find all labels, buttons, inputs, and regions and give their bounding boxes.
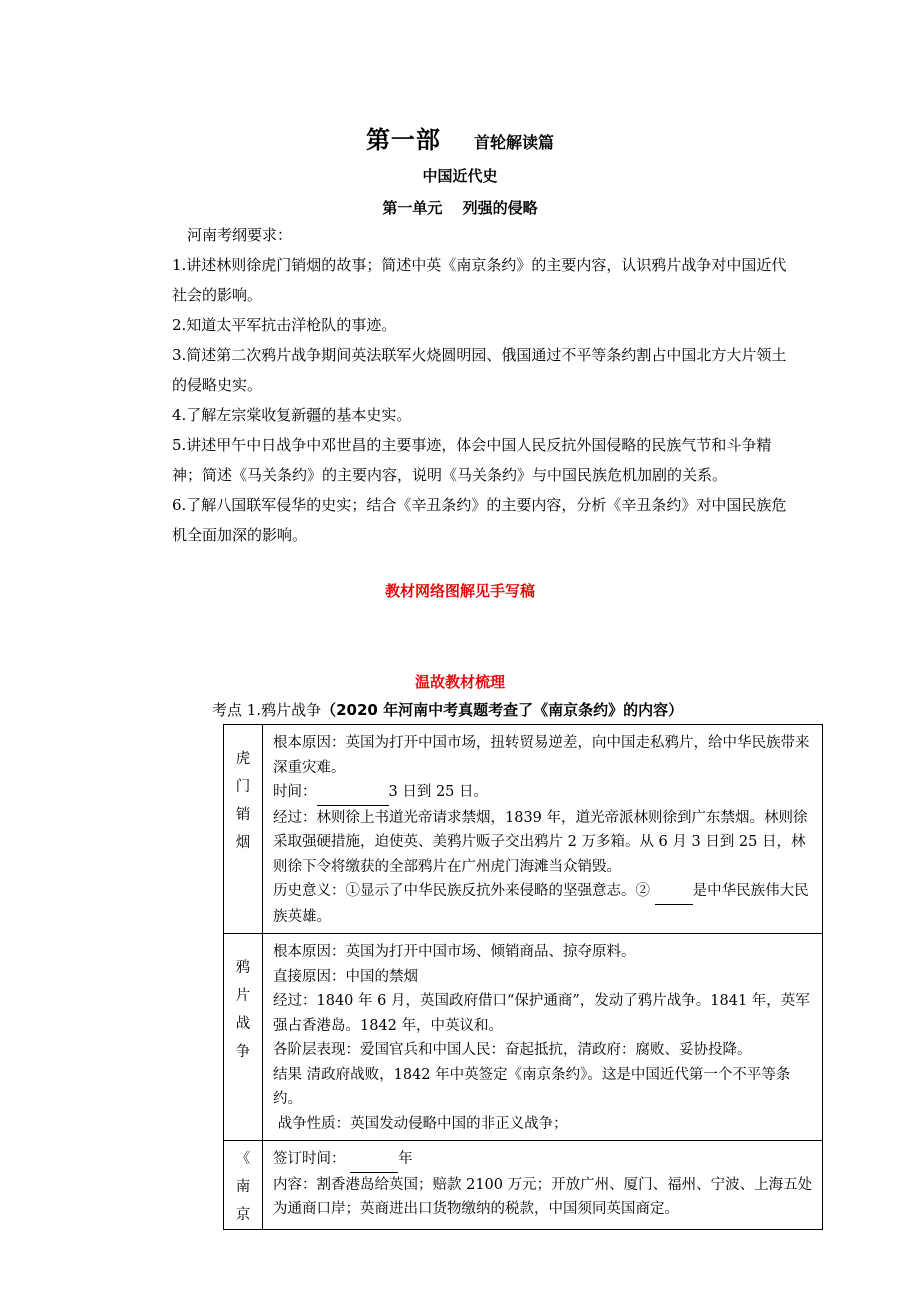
sign-suffix: 年 [398,1151,413,1167]
label-char: 鸦 [235,960,251,976]
row-content-humen [263,725,823,934]
syllabus-heading: 河南考纲要求： [187,226,293,244]
syllabus-item: 2.知道太平军抗击洋枪队的事迹。 [172,316,397,334]
meaning-line [273,879,814,929]
time-prefix: 时间： [273,784,317,800]
cell-line: 根本原因：英国为打开中国市场、倾销商品、掠夺原料。 [273,944,636,960]
kaodian-note: （2020 年河南中考真题考查了《南京条约》的内容） [321,701,684,719]
row-content-opium-war [263,934,823,1141]
cell-line: 直接原因：中国的禁烟 [273,968,418,985]
time-suffix: 3 日到 25 日。 [388,784,489,800]
meaning-prefix: 历史意义：①显示了中华民族反抗外来侵略的坚强意志。② [273,883,650,899]
label-char: 战 [235,1016,251,1032]
syllabus-item: 5.讲述甲午中日战争中邓世昌的主要事迹，体会中国人民反抗外国侵略的民族气节和斗争精神；简述《马关条约》的主要内容，说明《马关条约》与中国民族危机加剧的关系。 [172,436,772,484]
row-label-opium-war [224,934,263,1141]
unit-title: 第一单元 列强的侵略 [382,199,538,217]
meaning-suffix: 是中华民族伟大民族英雄。 [273,883,809,925]
part-heading: 第一部 [365,126,441,154]
network-note: 教材网络图解见手写稿 [384,582,535,600]
cell-line: 经过：林则徐上书道光帝请求禁烟，1839 年，道光帝派林则徐到广东禁烟。林则徐采取强硬措施，迫使英、美鸦片贩子交出鸦片 2 万多箱。从 6 月 3 日到 25 日，林则徐下令将缴获的全部鸦片在广州虎门海滩当众销毁。 [273,809,808,875]
sign-prefix: 签订时间： [273,1151,346,1167]
review-table [223,724,823,1230]
label-char: 《 [235,1151,251,1167]
cell-line: 结果 清政府战败，1842 年中英签定《南京条约》。这是中国近代第一个不平等条约。 [273,1066,791,1107]
review-title: 温故教材梳理 [414,673,505,691]
kaodian-prefix: 考点 1.鸦片战争 [212,701,322,719]
table-row [224,934,823,1141]
label-char: 烟 [235,835,251,851]
label-char: 片 [235,988,251,1004]
row-label-nanjing [224,1141,263,1230]
cell-line: 经过：1840 年 6 月，英国政府借口“保护通商”，发动了鸦片战争。1841 年，英军强占香港岛。1842 年，中英议和。 [273,993,810,1034]
syllabus-block [172,220,792,550]
sign-line [273,1147,814,1173]
syllabus-item: 6.了解八国联军侵华的史实；结合《辛丑条约》的主要内容，分析《辛丑条约》对中国民族危机全面加深的影响。 [172,496,787,544]
fill-blank[interactable] [317,780,389,806]
kaodian-heading [212,699,683,720]
table-row [224,725,823,934]
label-char: 门 [235,779,251,795]
label-char: 争 [235,1044,251,1060]
cell-line: 内容：割香港岛给英国；赔款 2100 万元；开放广州、厦门、福州、宁波、上海五处为通商口岸；英商进出口货物缴纳的税款，中国须同英国商定。 [273,1176,813,1217]
fill-blank[interactable] [350,1147,398,1173]
part-title [0,120,920,155]
part-subheading: 首轮解读篇 [474,133,555,152]
label-char: 南 [235,1179,251,1195]
syllabus-item: 3.简述第二次鸦片战争期间英法联军火烧圆明园、俄国通过不平等条约割占中国北方大片领土的侵略史实。 [172,346,787,394]
cell-line: 根本原因：英国为打开中国市场，扭转贸易逆差，向中国走私鸦片，给中华民族带来深重灾难。 [273,735,810,776]
syllabus-item: 1.讲述林则徐虎门销烟的故事；简述中英《南京条约》的主要内容，认识鸦片战争对中国近代社会的影响。 [172,256,787,304]
label-char: 销 [235,807,251,823]
row-label-humen [224,725,263,934]
label-char: 虎 [235,751,251,767]
cell-line: 战争性质：英国发动侵略中国的非正义战争； [273,1115,568,1132]
course-title: 中国近代史 [422,167,498,185]
table-row [224,1141,823,1230]
label-char: 京 [235,1207,251,1223]
syllabus-item: 4.了解左宗棠收复新疆的基本史实。 [172,406,412,424]
cell-line: 各阶层表现：爱国官兵和中国人民：奋起抵抗，清政府：腐败、妥协投降。 [273,1042,752,1058]
time-line [273,780,814,806]
row-content-nanjing [263,1141,823,1230]
fill-blank[interactable] [655,879,693,905]
